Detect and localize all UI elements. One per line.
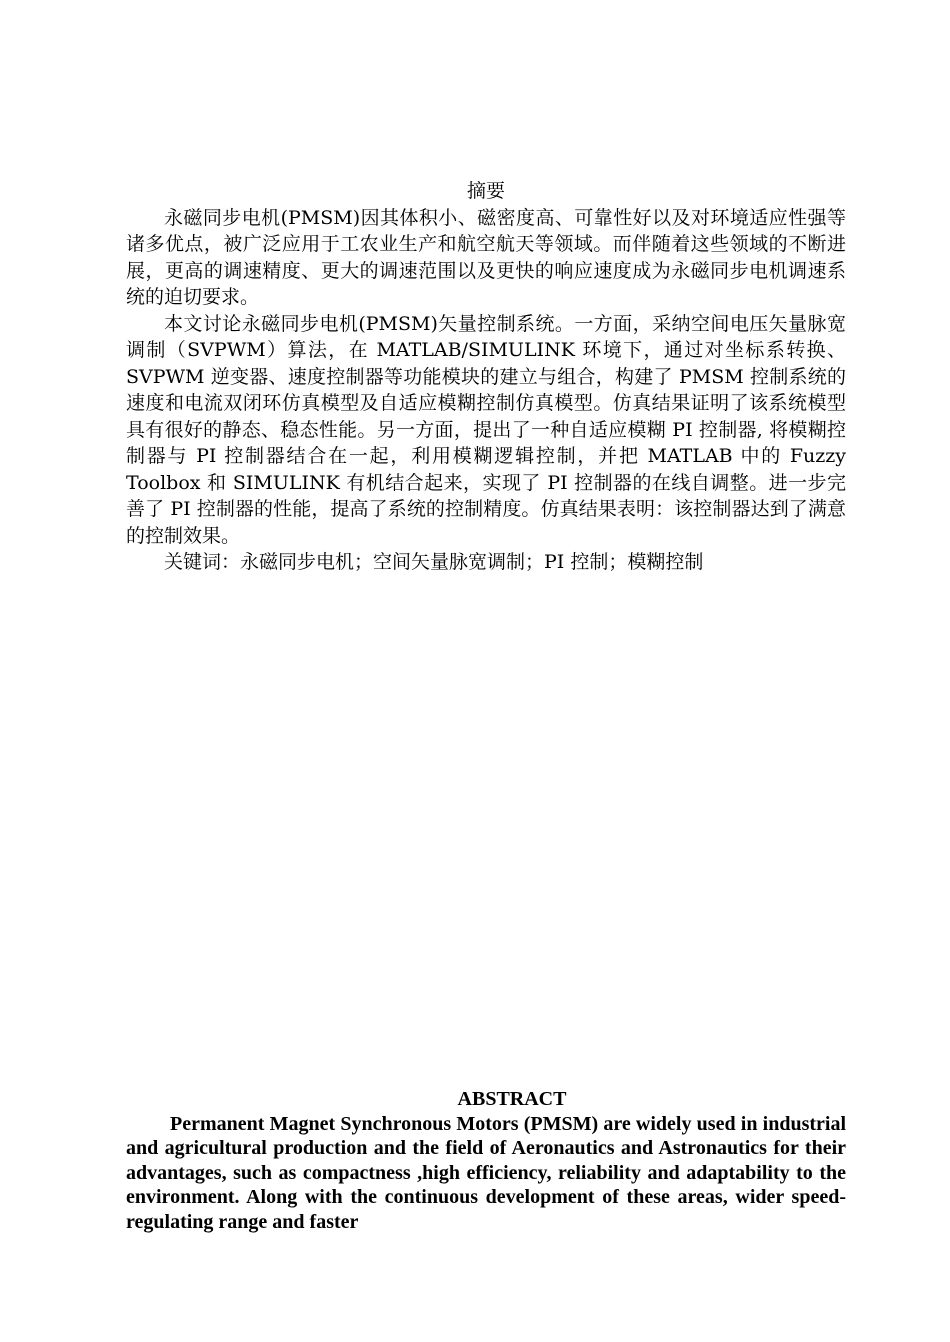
- chinese-keywords: 关键词：永磁同步电机；空间矢量脉宽调制；PI 控制；模糊控制: [164, 551, 704, 573]
- english-abstract-section: [126, 1087, 846, 1234]
- english-abstract-paragraph-1: Permanent Magnet Synchronous Motors (PMSM) are widely used in industrial and agricultural production and the field of Aeronautics and Astronautics for their advantages, such as compactness ,high efficiency, reliability and adaptability to the environment. Along with the continuous development of these areas, wider speed-regulating range and faster: [126, 1112, 846, 1233]
- chinese-abstract-section: [126, 178, 846, 576]
- chinese-abstract-paragraph-1: 永磁同步电机(PMSM)因其体积小、磁密度高、可靠性好以及对环境适应性强等诸多优点，被广泛应用于工农业生产和航空航天等领域。而伴随着这些领域的不断进展，更高的调速精度、更大的调速范围以及更快的响应速度成为永磁同步电机调速系统的迫切要求。: [126, 206, 846, 308]
- english-abstract-title: ABSTRACT: [457, 1088, 567, 1110]
- chinese-abstract-title: 摘要: [466, 180, 505, 202]
- chinese-abstract-paragraph-2: 本文讨论永磁同步电机(PMSM)矢量控制系统。一方面，采纳空间电压矢量脉宽调制（SVPWM）算法，在 MATLAB/SIMULINK 环境下，通过对坐标系转换、SVPWM 逆变器、速度控制器等功能模块的建立与组合，构建了 PMSM 控制系统的速度和电流双闭环仿真模型及自适应模糊控制仿真模型。仿真结果证明了该系统模型具有很好的静态、稳态性能。另一方面，提出了一种自适应模糊 PI 控制器, 将模糊控制器与 PI 控制器结合在一起，利用模糊逻辑控制，并把 MATLAB 中的 Fuzzy Toolbox 和 SIMULINK 有机结合起来，实现了 PI 控制器的在线自调整。进一步完善了 PI 控制器的性能，提高了系统的控制精度。仿真结果表明：该控制器达到了满意的控制效果。: [126, 312, 846, 547]
